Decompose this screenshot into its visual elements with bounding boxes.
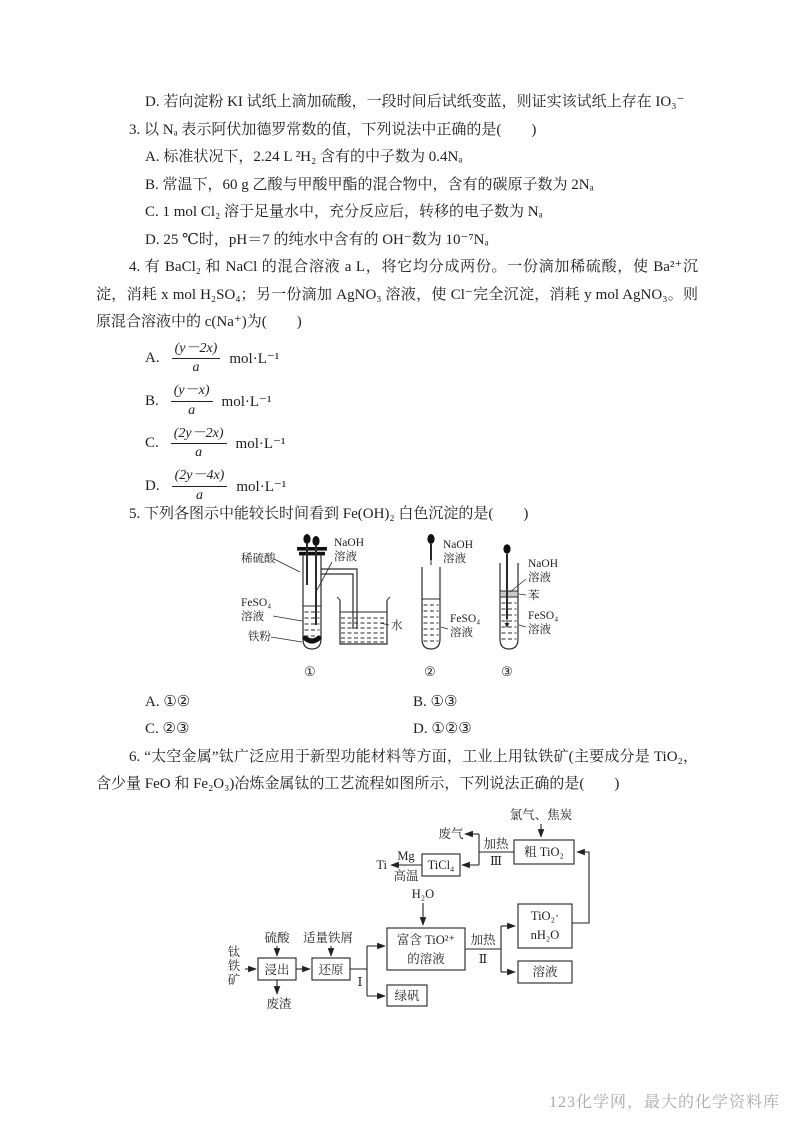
naoh-label: NaOH [334, 536, 365, 549]
dropper-bulb [312, 536, 319, 546]
rich-solution-label: 富含 TiO²⁺ [396, 932, 456, 947]
ore-label: 矿 [227, 972, 241, 987]
exam-content [96, 89, 698, 1030]
fraction-denominator: a [195, 487, 203, 503]
high-temp-label: 高温 [393, 868, 419, 883]
label-leader [441, 627, 448, 629]
apparatus-number-1: ① [304, 663, 316, 679]
dropper-bulb [427, 534, 434, 544]
fraction-numerator: (2y－2x) [171, 425, 227, 444]
q5-option-row [96, 716, 698, 744]
benzene-label: 苯 [528, 589, 540, 602]
waste-gas-label: 废气 [438, 826, 464, 841]
q3-option-c: C. 1 mol Cl₂ 溶于足量水中，充分反应后，转移的电子数为 Nₐ [145, 204, 543, 220]
test-tube-2 [422, 567, 440, 649]
mg-label: Mg [397, 848, 415, 863]
q4-option-d [96, 468, 698, 503]
dilute-acid-label: 稀硫酸 [241, 552, 276, 565]
q3-stem: 3. 以 Nₐ 表示阿伏加德罗常数的值，下列说法中正确的是( ) [129, 121, 537, 138]
apparatus-number-2: ② [424, 663, 436, 679]
fraction-denominator: a [192, 360, 200, 375]
q3-option-b: B. 常温下，60 g 乙酸与甲酸甲酯的混合物中，含有的碳原子数为 2Nₐ [145, 176, 594, 193]
test-tube-3 [500, 563, 518, 649]
benzene-layer [501, 591, 518, 597]
iron-filings-label: 适量铁屑 [302, 930, 354, 945]
feso4-label: 溶液 [241, 610, 264, 623]
tio2-hydrate-label: TiO₂· [530, 908, 560, 923]
ore-label: 铁 [227, 958, 241, 973]
iron-powder-label: 铁粉 [248, 630, 271, 643]
naoh-label: NaOH [528, 557, 559, 570]
step3-label: Ⅲ [489, 853, 503, 868]
test-tube-1 [303, 555, 321, 649]
delivery-tube [321, 574, 353, 629]
stopper [299, 551, 325, 555]
q5-option-a: A. ①② [145, 693, 191, 710]
ticl4-label: TiCl₄ [427, 857, 455, 872]
q5-option-row [96, 689, 698, 717]
step2-label: Ⅱ [478, 951, 488, 966]
feso4-label: 溶液 [528, 623, 551, 636]
waste-residue-label: 废渣 [266, 996, 292, 1011]
fraction-unit: mol·L⁻¹ [236, 478, 287, 495]
label-leaders [271, 559, 389, 642]
fraction-unit: mol·L⁻¹ [235, 436, 286, 452]
heat-label: 加热 [470, 932, 496, 947]
naoh-label: 溶液 [528, 571, 551, 584]
fraction [171, 382, 213, 419]
liquid-texture [424, 605, 439, 641]
feso4-label: FeSO₄ [450, 612, 481, 625]
q5-option-b: B. ①③ [413, 693, 458, 710]
q2-option-d: D. 若向淀粉 KI 试纸上滴加硫酸，一段时间后试纸变蓝，则证实该试纸上存在 IO₃⁻ [145, 94, 685, 110]
step1-label: Ⅰ [357, 974, 363, 989]
q5-options [96, 689, 698, 744]
q6-stem: 6. “太空金属”钛广泛应用于新型功能材料等方面，工业上用钛铁矿(主要成分是 TiO₂，含少量 FeO 和 Fe₂O₃)冶炼金属钛的工艺流程如图所示，下列说法正确的是( ) [96, 748, 698, 792]
green-vitriol-label: 绿矾 [394, 988, 420, 1003]
q4-option-a [96, 340, 698, 375]
feso4-label: FeSO₄ [241, 596, 272, 609]
fraction [171, 425, 227, 462]
fraction [172, 467, 228, 504]
reduce-label: 还原 [318, 962, 344, 977]
q3-option-a: A. 标准状况下，2.24 L ²H₂ 含有的中子数为 0.4Nₐ [145, 149, 463, 165]
beaker-rim [387, 597, 390, 600]
rich-solution-label: 的溶液 [407, 951, 445, 966]
fraction-numerator: (2y－4x) [172, 467, 228, 486]
option-label: D. [145, 477, 160, 494]
water-label: 水 [391, 619, 403, 632]
q3-option-d: D. 25 ℃时，pH＝7 的纯水中含有的 OH⁻数为 10⁻⁷Nₐ [145, 231, 489, 248]
naoh-label: NaOH [443, 538, 474, 551]
beaker [340, 600, 387, 644]
feso4-label: FeSO₄ [528, 609, 559, 622]
q5-apparatus-diagram [238, 533, 578, 685]
chlorine-coke-label: 氯气、焦炭 [509, 807, 573, 822]
drop [506, 589, 508, 591]
q5-option-d: D. ①②③ [413, 721, 472, 737]
dropper-bulb [303, 534, 310, 544]
naoh-label: 溶液 [334, 550, 357, 563]
naoh-label: 溶液 [443, 552, 466, 565]
water-texture [341, 618, 386, 642]
dropper-bulb [503, 544, 510, 554]
fraction [172, 340, 221, 377]
stopper [297, 547, 327, 551]
tio2-hydrate-label: nH₂O [530, 927, 560, 942]
iron-powder [305, 638, 319, 641]
q5-option-c: C. ②③ [145, 721, 190, 737]
watermark: 123化学网，最大的化学资料库 [548, 1094, 780, 1111]
fraction-numerator: (y－x) [171, 382, 213, 401]
leach-label: 浸出 [264, 962, 290, 977]
ti-label: Ti [376, 857, 387, 872]
beaker-rim [337, 597, 340, 600]
fraction-unit: mol·L⁻¹ [229, 351, 280, 367]
fraction-numerator: (y－2x) [172, 340, 221, 359]
q4-option-c [96, 425, 698, 460]
ore-label: 钛 [227, 944, 241, 959]
option-label: C. [145, 435, 159, 451]
crude-tio2-label: 粗 TiO₂ [524, 844, 564, 859]
liquid-texture [305, 612, 320, 636]
q6-process-flowchart [215, 805, 605, 1030]
feso4-label: 溶液 [450, 626, 473, 639]
q4-stem: 4. 有 BaCl₂ 和 NaCl 的混合溶液 a L，将它均分成两份。一份滴加稀硫酸，使 Ba²⁺沉淀，消耗 x mol H₂SO₄；另一份滴加 AgNO₃ 溶液，使 Cl⁻完全沉淀，消耗 y mol AgNO₃。则原混合溶液中的 c(Na⁺)为( ) [96, 259, 698, 330]
heat-label: 加热 [483, 836, 509, 851]
liquid-texture [502, 603, 517, 639]
option-label: A. [145, 350, 160, 366]
fraction-denominator: a [188, 402, 196, 418]
fraction-denominator: a [195, 445, 203, 460]
apparatus-number-3: ③ [501, 663, 513, 679]
q5-stem: 5. 下列各图示中能较长时间看到 Fe(OH)₂ 白色沉淀的是( ) [129, 506, 529, 522]
fraction-unit: mol·L⁻¹ [221, 393, 272, 410]
solution-label: 溶液 [532, 964, 558, 979]
option-label: B. [145, 392, 159, 409]
drop [506, 582, 508, 584]
sulfuric-acid-label: 硫酸 [264, 930, 290, 945]
q4-options [96, 340, 698, 503]
q4-option-b [96, 383, 698, 418]
h2o-label: H₂O [411, 886, 435, 901]
